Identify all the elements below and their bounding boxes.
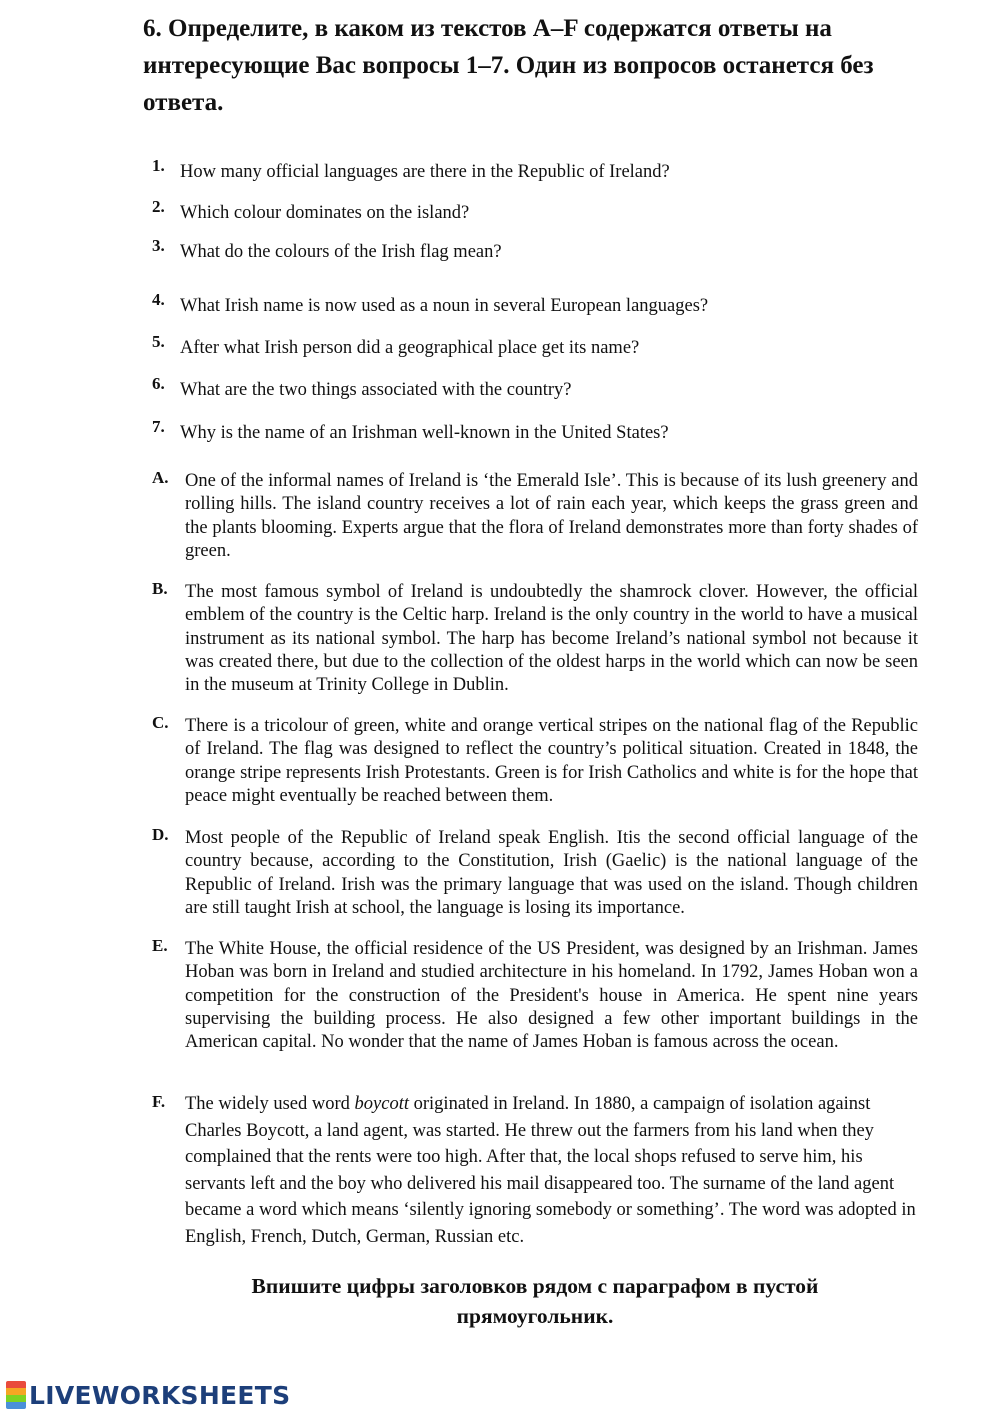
- paragraph-text: One of the informal names of Ireland is ‘the Emerald Isle’. This is because of its lush greenery and rolling hills. The island country receives a lot of rain each year, which keeps the grass green and the plants blooming. Experts argue that the flora of Ireland demonstrates more than forty shades of green.: [185, 471, 918, 561]
- logo-text: LIVEWORKSHEETS: [29, 1380, 291, 1410]
- logo-stripe: [6, 1381, 26, 1388]
- question-number: 4.: [152, 290, 165, 309]
- question-text: Which colour dominates on the island?: [180, 203, 470, 223]
- liveworksheets-logo-icon: [6, 1381, 26, 1409]
- paragraph-d: [152, 827, 918, 920]
- question-number: 5.: [152, 332, 165, 351]
- instruction: Впишите цифры заголовков рядом с параграфом в пустой прямоугольник.: [251, 1274, 819, 1328]
- paragraph-text: There is a tricolour of green, white and orange vertical stripes on the national flag of the Republic of Ireland. The flag was designed to reflect the country’s political situation. Created in 1848, the orange stripe represents Irish Protestants. Green is for Irish Catholics and white is for the hope that peace might eventually be reached between them.: [185, 716, 918, 806]
- paragraph-letter: F.: [152, 1092, 166, 1111]
- question-number: 1.: [152, 156, 165, 175]
- question-number: 2.: [152, 197, 165, 216]
- paragraph-b: [152, 581, 918, 697]
- paragraph-e: [152, 938, 918, 1054]
- question-text: How many official languages are there in the Republic of Ireland?: [180, 162, 670, 182]
- paragraph-text: The White House, the official residence of the US President, was designed by an Irishman. James Hoban was born in Ireland and studied architecture in his homeland. In 1792, James Hoban won a competition for the construction of the President's house in America. He spent nine years supervising the building process. He also designed a few other important buildings in the American capital. No wonder that the name of James Hoban is famous across the ocean.: [185, 939, 918, 1053]
- logo-stripe: [6, 1395, 26, 1402]
- paragraph-a: [152, 470, 918, 563]
- paragraph-f: [152, 1091, 918, 1251]
- question-text: Why is the name of an Irishman well-known in the United States?: [180, 423, 669, 443]
- paragraph-letter: C.: [152, 713, 169, 732]
- paragraph-text-start: The widely used word: [185, 1094, 355, 1114]
- logo-stripe: [6, 1402, 26, 1409]
- paragraph-c: [152, 715, 918, 808]
- paragraph-text: [185, 1091, 918, 1251]
- paragraph-letter: D.: [152, 825, 169, 844]
- question-text: What are the two things associated with the country?: [180, 380, 572, 400]
- question-text: What Irish name is now used as a noun in several European languages?: [180, 296, 709, 316]
- paragraph-letter: E.: [152, 936, 168, 955]
- question-number: 7.: [152, 417, 165, 436]
- paragraph-letter: B.: [152, 579, 168, 598]
- italic-word: boycott: [354, 1094, 409, 1114]
- question-text: What do the colours of the Irish flag mean?: [180, 242, 502, 262]
- logo-stripe: [6, 1388, 26, 1395]
- liveworksheets-logo[interactable]: [6, 1380, 290, 1410]
- paragraph-text: Most people of the Republic of Ireland speak English. Itis the second official language of the country because, according to the Constitution, Irish (Gaelic) is the national language of the Republic of Ireland. Irish was the primary language that was used on the island. Though children are still taught Irish at school, the language is losing its importance.: [185, 828, 918, 918]
- paragraph-text: The most famous symbol of Ireland is undoubtedly the shamrock clover. However, the official emblem of the country is the Celtic harp. Ireland is the only country in the world to have a musical instrument as its national symbol. The harp has become Ireland’s national symbol not because it was created there, but due to the collection of the oldest harps in the world which can now be seen in the museum at Trinity College in Dublin.: [185, 582, 918, 696]
- question-text: After what Irish person did a geographical place get its name?: [180, 338, 640, 358]
- question-number: 6.: [152, 374, 165, 393]
- question-number: 3.: [152, 236, 165, 255]
- paragraph-text-end: originated in Ireland. In 1880, a campaign of isolation against Charles Boycott, a land agent, was started. He threw out the farmers from his land when they complained that the rents were too high. After that, the local shops refused to serve him, his servants left and the boy who delivered his mail disappeared too. The surname of the land agent became a word which means ‘silently ignoring somebody or something’. The word was adopted in English, French, Dutch, German, Russian etc.: [185, 1094, 916, 1247]
- paragraph-letter: A.: [152, 468, 169, 487]
- task-heading: 6. Определите, в каком из текстов A–F содержатся ответы на интересующие Вас вопросы 1–7. Один из вопросов останется без ответа.: [143, 15, 874, 116]
